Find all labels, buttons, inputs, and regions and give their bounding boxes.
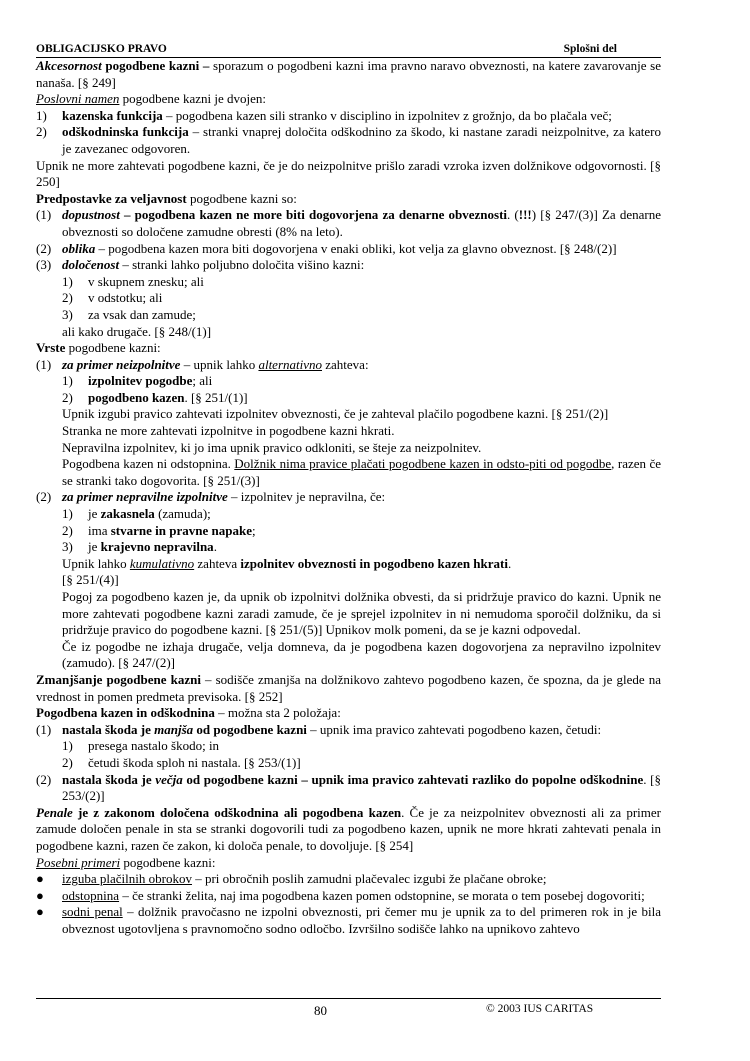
document-page: [36, 42, 661, 937]
list-item: 2) v odstotku; ali: [62, 290, 163, 306]
paragraph-odskodnina: Pogodbena kazen in odškodnina – možna sta 2 položaja:: [36, 705, 341, 721]
running-header: [36, 42, 661, 58]
list-item: (2) za primer nepravilne izpolnitve – izpolnitev je nepravilna, če:: [36, 489, 386, 505]
list-item: (1) za primer neizpolnitve – upnik lahko alternativno zahteva:: [36, 356, 369, 372]
list-item: 1) je zakasnela (zamuda);: [62, 506, 211, 522]
list-item: 3) je krajevno nepravilna.: [62, 539, 217, 555]
list-item: 2) odškodninska funkcija – stranki vnaprej določita odškodnino za škodo, ki nastane zaradi neizpolnitve, za katero je zavezanec odgovoren.: [36, 124, 661, 156]
list-item: 2) pogodbeno kazen. [§ 251/(1)]: [62, 389, 248, 405]
list-item: 1) v skupnem znesku; ali: [62, 273, 204, 289]
copyright: © 2003 IUS CARITAS: [486, 1003, 594, 1015]
list-item: 1) izpolnitev pogodbe; ali: [62, 373, 213, 389]
list-item: 2) ima stvarne in pravne napake;: [62, 522, 256, 538]
paragraph: ali kako drugače. [§ 248/(1)]: [62, 323, 212, 339]
paragraph: Pogoj za pogodbeno kazen je, da upnik ob izpolnitvi dolžnika obvesti, da si pridržuje pravico do kazni. Upnik ne more zahtevati pogodbene kazni zaradi zamude, če je sprejel izpolnitev in ni nemudoma sporočil dolžniku, da si pridržuje pravico do pogodbene kazni. [§ 251/(5)] Upnikov molk pomeni, da se je kazni odpovedal.: [62, 589, 661, 638]
list-item: 2) četudi škoda sploh ni nastala. [§ 253/(1)]: [62, 754, 301, 770]
list-item: (1) dopustnost – pogodbena kazen ne more biti dogovorjena za denarne obveznosti. (!!!) [§ 247/(3)] Za denarne obveznosti so določene zamudne obresti (8% na leto).: [36, 207, 661, 239]
paragraph: [§ 251/(4)]: [62, 572, 119, 588]
paragraph-posebni-primeri: Posebni primeri pogodbene kazni:: [36, 854, 216, 870]
paragraph: Upnik ne more zahtevati pogodbene kazni, če je do neizpolnitve prišlo zaradi vzroka izven dolžnikove odgovornosti. [§ 250]: [36, 157, 661, 190]
header-title: OBLIGACIJSKO PRAVO: [36, 43, 167, 55]
paragraph: Stranka ne more zahtevati izpolnitve in pogodbene kazni hkrati.: [62, 423, 395, 439]
paragraph: Pogodbena kazen ni odstopnina. Dolžnik nima pravice plačati pogodbene kazen in odsto-piti od pogodbe, razen če se stranki tako dogovorita. [§ 251/(3)]: [62, 456, 661, 488]
paragraph: Nepravilna izpolnitev, ki jo ima upnik pravico odkloniti, se šteje za neizpolnitev.: [62, 439, 482, 455]
list-item: (1) nastala škoda je manjša od pogodbene kazni – upnik ima pravico zahtevati pogodbeno kazen, četudi:: [36, 721, 602, 737]
bullet-item: ● odstopnina – če stranki želita, naj ima pogodbena kazen pomen odstopnine, se morata o tem posebej dogovoriti;: [36, 887, 645, 903]
header-section: Splošni del: [563, 43, 617, 55]
list-item: 1) kazenska funkcija – pogodbena kazen sili stranko v disciplino in izpolnitev z grožnjo, da bo plačala več;: [36, 107, 612, 123]
list-item: 1) presega nastalo škodo; in: [62, 738, 220, 754]
list-item: (2) nastala škoda je večja od pogodbene kazni – upnik ima pravico zahtevati razliko do popolne odškodnine. [§ 253/(2)]: [36, 771, 661, 804]
page-footer: [36, 998, 661, 1018]
paragraph-akcesornost: Akcesornost pogodbene kazni – sporazum o pogodbeni kazni ima pravno naravo obveznosti, na katere zavarovanje se nanaša. [§ 249]: [36, 58, 662, 90]
paragraph-penale: Penale je z zakonom določena odškodnina ali pogodbena kazen. Če je za neizpolnitev obveznosti ali za primer zamude določen penale in sta se stranki dogovorili tudi za pogodbeno kazen, upnik ne more hkrati zahtevati penala in pogodbene kazni, razen če zakon, ki določa penale, to dovoljuje. [§ 254]: [36, 804, 661, 853]
bullet-item: ● izguba plačilnih obrokov – pri obročnih poslih zamudni plačevalec izgubi že plačane obroke;: [36, 871, 547, 887]
page-number: 80: [314, 1003, 327, 1018]
paragraph-zmanjsanje: Zmanjšanje pogodbene kazni – sodišče zmanjša na dolžnikovo zahtevo pogodbeno kazen, če spozna, da je glede na vrednost in pomen predmeta previsoka. [§ 252]: [36, 671, 662, 704]
list-item: (3) določenost – stranki lahko poljubno določita višino kazni:: [36, 257, 365, 273]
paragraph: Upnik lahko kumulativno zahteva izpolnitev obveznosti in pogodbeno kazen hkrati.: [62, 555, 512, 571]
paragraph: Upnik izgubi pravico zahtevati izpolnitev obveznosti, če je zahteval plačilo pogodbene kazni. [§ 251/(2)]: [62, 406, 609, 422]
paragraph-predpostavke: Predpostavke za veljavnost pogodbene kazni so:: [36, 190, 297, 206]
bullet-item: ● sodni penal – dolžnik pravočasno ne izpolni obveznosti, pri čemer mu je upnik za to del primeren rok in je bila obveznost ugotovljena s pravnomočno sodno odločbo. Izvršilno sodišče lahko na upnikovo zahtevo: [36, 904, 661, 936]
paragraph: Če iz pogodbe ne izhaja drugače, velja domneva, da je pogodbena kazen dogovorjena za nepravilno izpolnitev (zamudo). [§ 247/(2)]: [62, 638, 661, 671]
paragraph-vrste: Vrste pogodbene kazni:: [36, 340, 161, 356]
list-item: 3) za vsak dan zamude;: [62, 306, 196, 322]
list-item: (2) oblika – pogodbena kazen mora biti dogovorjena v enaki obliki, kot velja za glavno obveznost. [§ 248/(2)]: [36, 240, 617, 256]
paragraph-poslovni-namen: Poslovni namen pogodbene kazni je dvojen:: [36, 91, 266, 107]
